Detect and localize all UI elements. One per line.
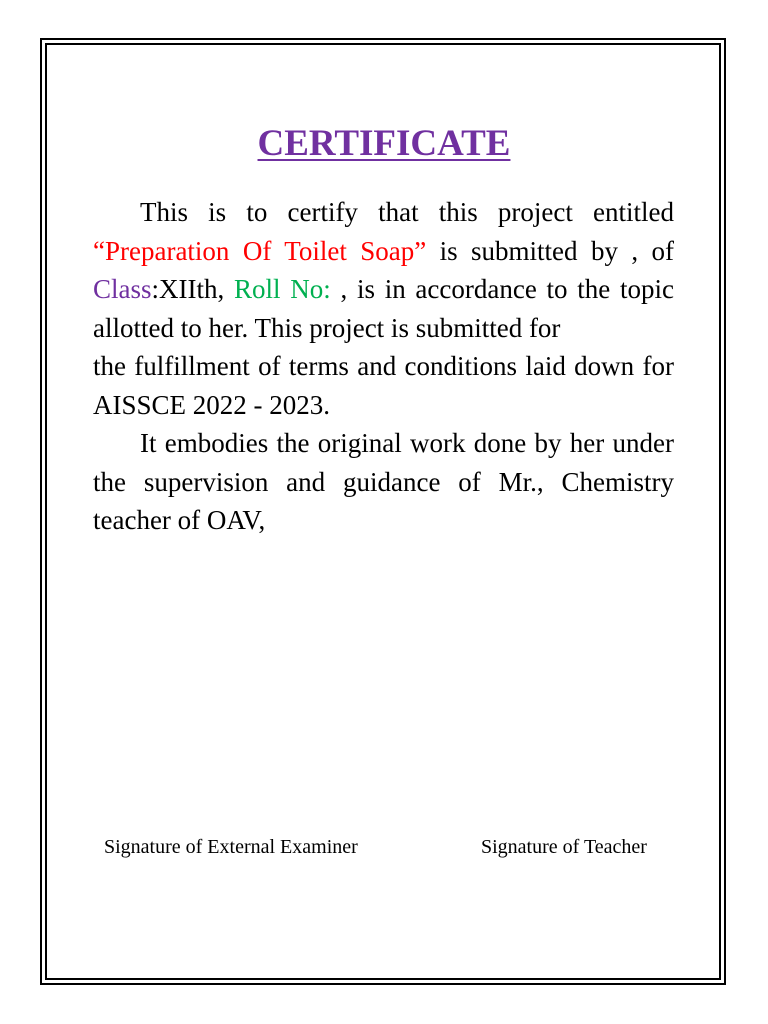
teacher-signature: Signature of Teacher [481,836,647,858]
paragraph-embodies: It embodies the original work done by her under the supervision and guidance of Mr., Chemistry teacher of OAV, [93,428,674,535]
class-value: :XIIth [151,274,218,304]
accordance-text: , is in accordance to the topic allotted to her. This project is submitted for [93,274,674,343]
of-text: , of [631,235,675,266]
certificate-title: CERTIFICATE [257,123,511,164]
paragraph-fulfillment: the fulfillment of terms and conditions laid down for AISSCE 2022 - 2023. [93,351,674,420]
external-examiner-signature: Signature of External Examiner [104,836,358,858]
submitted-by-text: is submitted by [426,235,618,266]
roll-no-label: Roll No: [233,274,341,304]
certificate-body [93,193,674,540]
project-title: “Preparation Of Toilet Soap” [93,235,427,266]
class-label: Class [93,274,152,304]
certify-line: This is to certify that this project entitled [140,197,674,227]
comma-text: , [217,274,234,304]
paragraph-certify [93,193,674,347]
